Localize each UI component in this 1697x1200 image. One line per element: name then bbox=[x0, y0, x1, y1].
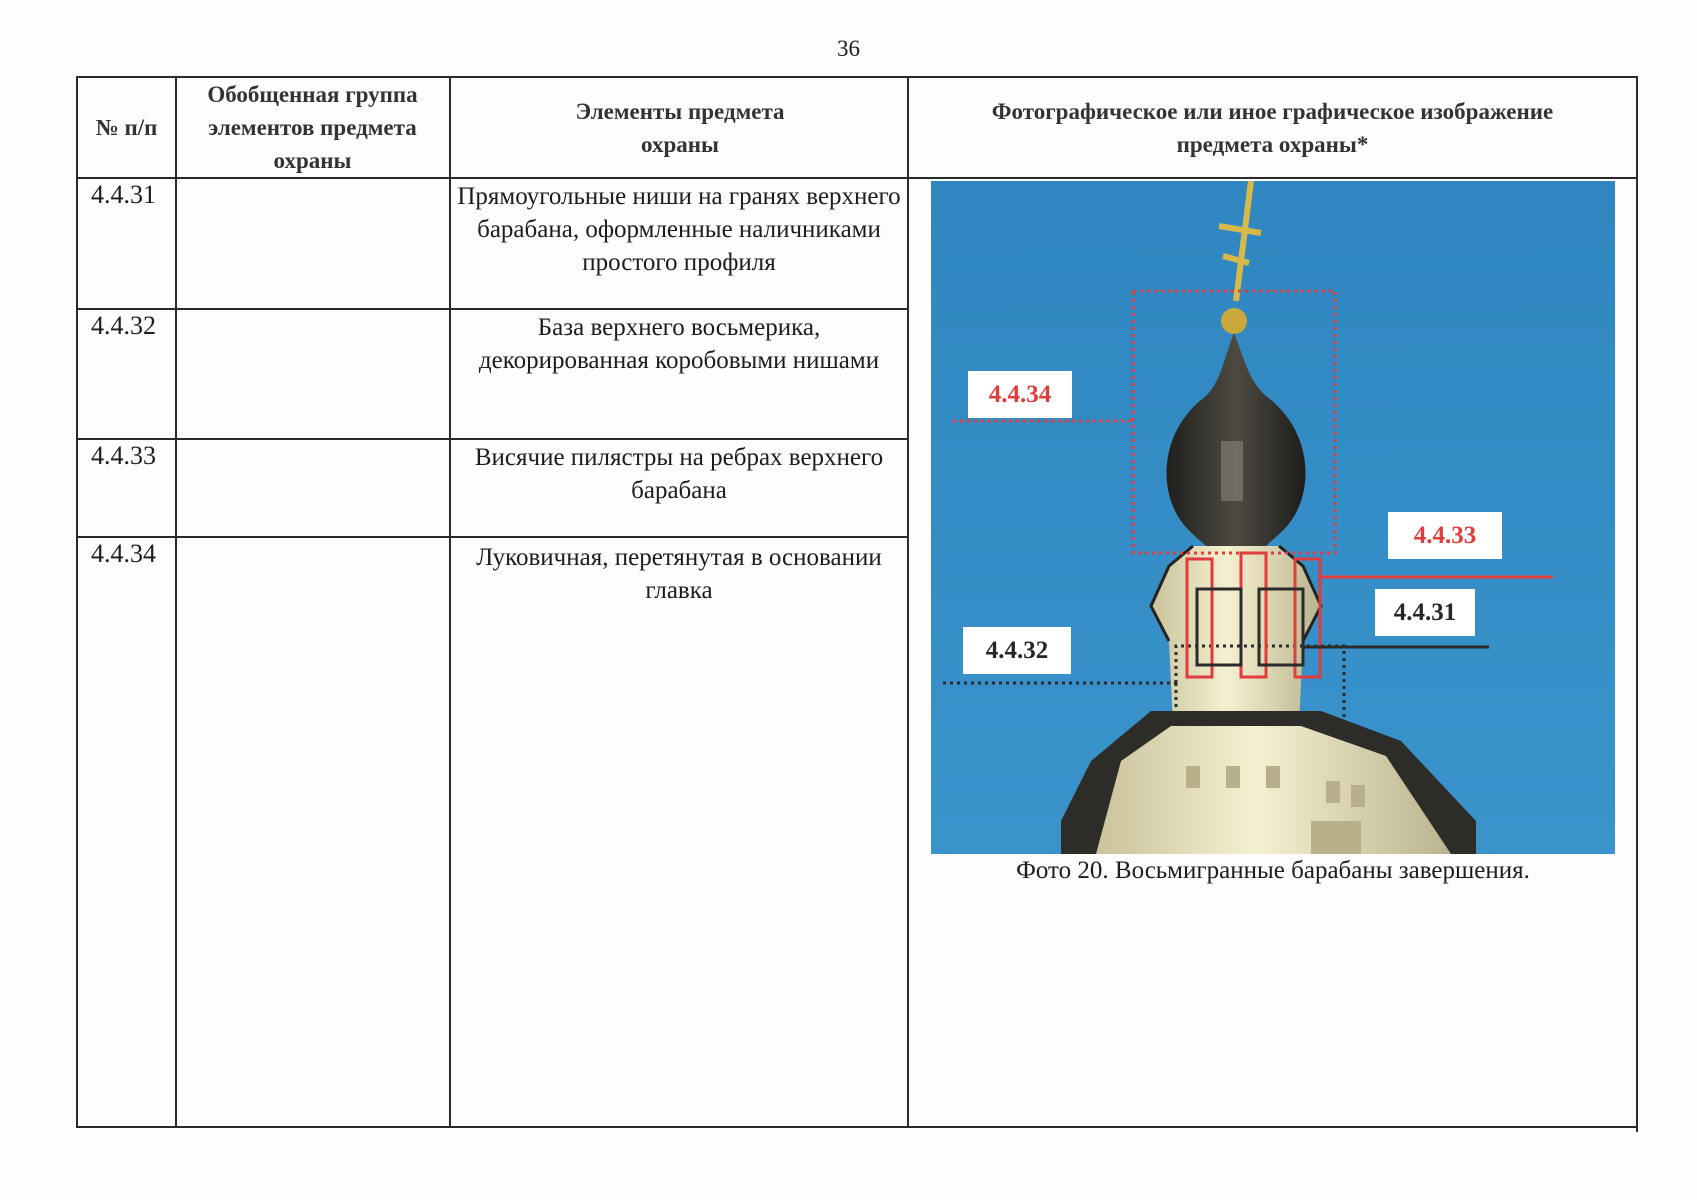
table-border-right bbox=[1636, 78, 1638, 1132]
row-divider-2 bbox=[76, 438, 909, 440]
table-divider-2 bbox=[449, 78, 451, 1128]
row-num-4: 4.4.34 bbox=[91, 539, 156, 568]
dome-highlight bbox=[1221, 441, 1243, 501]
finial bbox=[1221, 308, 1247, 334]
row-element-3: Висячие пилястры на ребрах верхнего барабана bbox=[474, 444, 884, 504]
row-element-1: Прямоугольные ниши на гранях верхнего барабана, оформленные наличниками простого профиля bbox=[457, 183, 901, 276]
row-num-1: 4.4.31 bbox=[91, 180, 156, 209]
table-border-left bbox=[76, 76, 78, 1128]
row-divider-3 bbox=[76, 536, 909, 538]
label-4434: 4.4.34 bbox=[968, 371, 1072, 418]
row-divider-1 bbox=[76, 308, 909, 310]
photo-caption: Фото 20. Восьмигранные барабаны завершения. bbox=[1016, 857, 1530, 884]
label-4433: 4.4.33 bbox=[1388, 512, 1502, 559]
row-num-2: 4.4.32 bbox=[91, 311, 156, 340]
table-border-bottom bbox=[76, 1126, 1638, 1128]
table-divider-1 bbox=[175, 76, 177, 1128]
label-4432: 4.4.32 bbox=[963, 627, 1071, 674]
table-divider-3 bbox=[907, 78, 909, 1128]
photo-illustration bbox=[931, 181, 1615, 854]
header-num: № п/п bbox=[95, 115, 158, 140]
label-4431: 4.4.31 bbox=[1375, 589, 1475, 636]
row-num-3: 4.4.33 bbox=[91, 441, 156, 470]
header-group: Обобщенная группа элементов предмета охраны bbox=[207, 82, 418, 173]
header-elements: Элементы предмета охраны bbox=[575, 98, 785, 157]
row-element-4: Луковичная, перетянутая в основании главка bbox=[476, 544, 882, 604]
row-element-2: База верхнего восьмерика, декорированная коробовыми нишами bbox=[478, 314, 880, 374]
page-number: 36 bbox=[837, 36, 860, 61]
church-drum-photo bbox=[931, 181, 1615, 854]
header-image: Фотографическое или иное графическое изображение предмета охраны* bbox=[991, 98, 1554, 157]
table-header-bottom bbox=[76, 177, 1638, 179]
